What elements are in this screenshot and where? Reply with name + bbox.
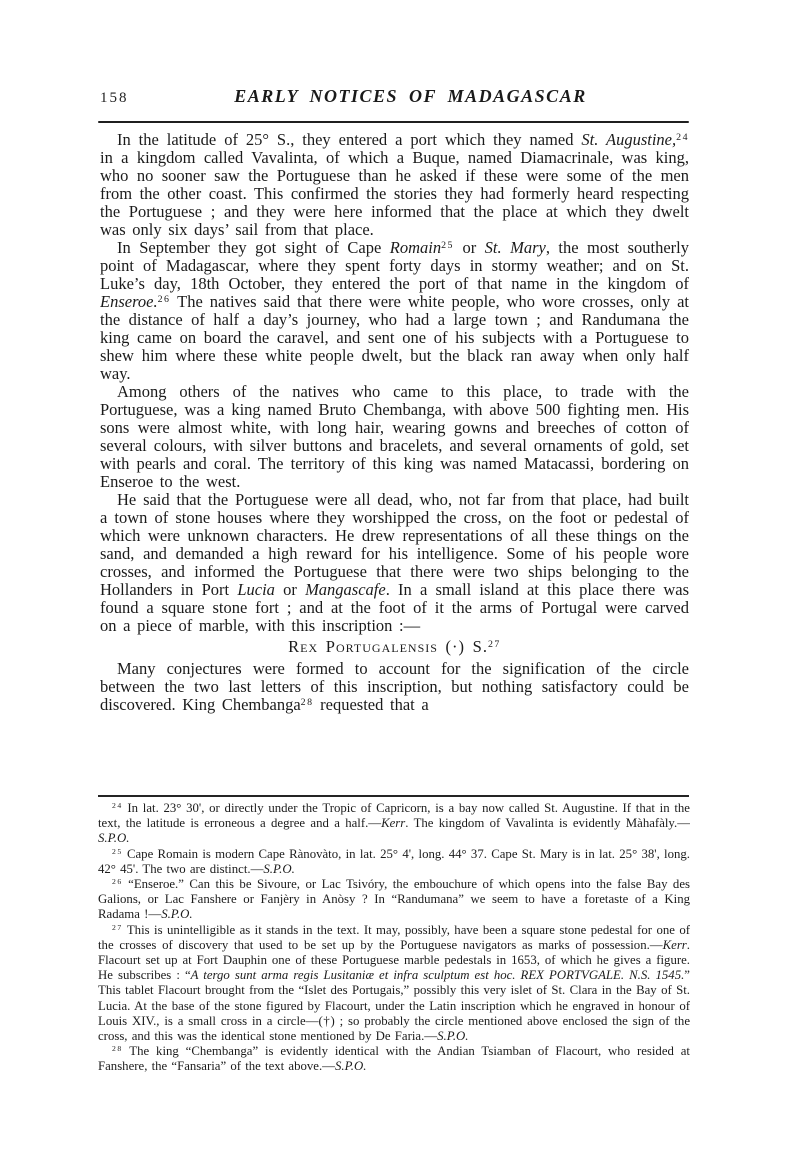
running-title: EARLY NOTICES OF MADAGASCAR xyxy=(234,86,587,106)
footnote-26 xyxy=(98,877,690,923)
text-segment: , the most southerly point of Madagascar, where they spent forty days in stormy weather; and on St. Luke’s day, 18th October, they entered the port of that name in the kingdom of xyxy=(100,238,689,293)
text-segment: Romain xyxy=(389,238,442,257)
footnote-25 xyxy=(98,847,690,877)
footnote-marker: 28 xyxy=(300,697,314,709)
inscription-line xyxy=(100,638,689,656)
text-segment: S.P.O. xyxy=(98,831,130,846)
text-segment: A tergo sunt arma regis Lusitaniæ et infra sculptum est hoc. REX PORTVGALE. N.S. 1545. xyxy=(190,968,685,983)
text-segment: S.P.O. xyxy=(437,1029,469,1044)
text-segment: or xyxy=(274,580,306,599)
text-segment: Enseroe. xyxy=(100,292,158,311)
footnote-marker: 25 xyxy=(441,240,454,252)
paragraph-bruto-chembanga xyxy=(100,383,689,491)
text-segment: The king “Chembanga” is evidently identical with the Andian Tsiamban of Flacourt, who resided at Fanshere, the “Fansaria” of the text above.— xyxy=(98,1044,690,1074)
footnote-27 xyxy=(98,923,690,1045)
footnote-28 xyxy=(98,1044,690,1074)
paragraph-portuguese-dead xyxy=(100,491,689,635)
text-segment: Lucia xyxy=(237,580,275,599)
text-segment: or xyxy=(453,238,485,257)
footnote-marker: 27 xyxy=(112,922,123,932)
footnote-marker: 24 xyxy=(112,801,123,811)
text-segment: Kerr xyxy=(662,937,687,952)
paragraph-cape-romain xyxy=(100,239,689,383)
footnote-marker: 26 xyxy=(112,877,123,887)
footnote-24 xyxy=(98,801,690,847)
text-segment: requested that a xyxy=(313,695,429,714)
text-segment: S.P.O. xyxy=(161,907,193,922)
text-segment: Mangascafe xyxy=(305,580,386,599)
running-head xyxy=(100,86,689,107)
text-segment: In the latitude of 25° S., they entered a port which they named xyxy=(117,131,582,149)
text-segment: S.P.O. xyxy=(263,861,295,876)
text-segment: ” This tablet Flacourt brought from the “Islet des Portugais,” possibly this very islet of St. Clara in the Bay of St. Lucia. At the base of the stone figured by Flacourt, under the Latin inscription which he engraved in honour of Louis XIV., is a small cross in a circle—(†) ; so probably the circle mentioned above enclosed the sign of the cross, and this was the identical stone mentioned by De Faria.— xyxy=(98,968,690,1044)
text-segment: St. Augustine, xyxy=(581,131,677,149)
text-segment: Among others of the natives who came to this place, to trade with the Portuguese, was a king named Bruto Chembanga, with above 500 fighting men. His sons were almost white, with long hair, wearing gowns and breeches of cotton of several colours, with silver buttons and bracelets, and several ornaments of gold, set with pearls and coral. The territory of this king was named Matacassi, bordering on Enseroe to the west. xyxy=(100,382,689,491)
paragraph-st-augustine xyxy=(100,131,689,239)
footnote-marker: 28 xyxy=(112,1044,123,1054)
footnote-marker: 27 xyxy=(487,639,501,651)
text-segment: This is unintelligible as it stands in the text. It may, possibly, have been a square stone pedestal for one of the crosses of discovery that used to be set up by the Portuguese navigators as marks of possession.— xyxy=(98,922,690,952)
text-segment: The natives said that there were white people, who wore crosses, only at the distance of half a day’s journey, who had a large town ; and Randumana the king came on board the caravel, and sent one of his subjects with a Portuguese to shew him where these white people dwelt, but the black ran away when only half way. xyxy=(100,292,689,383)
footnote-marker: 24 xyxy=(676,132,689,144)
footnote-marker: 25 xyxy=(112,846,123,856)
text-segment: In lat. 23° 30', or directly under the Tropic of Capricorn, is a bay now called St. Augustine. If that in the text, the latitude is erroneous a degree and a half.— xyxy=(98,801,690,831)
text-segment: . The kingdom of Vavalinta is evidently Màhafàly.— xyxy=(405,816,690,831)
footnote-rule xyxy=(98,795,689,797)
header-rule xyxy=(98,121,689,123)
text-segment: Cape Romain is modern Cape Rànovàto, in lat. 25° 4', long. 44° 37. Cape St. Mary is in lat. 25° 38', long. 42° 45'. The two are distinct.— xyxy=(98,846,690,876)
footnote-marker: 26 xyxy=(157,294,171,306)
text-segment: . In a small island at this place there was found a square stone fort ; and at the foot of it the arms of Portugal were carved on a piece of marble, with this inscription :— xyxy=(100,580,689,635)
main-text-block xyxy=(100,131,689,793)
text-segment: St. Mary xyxy=(484,238,546,257)
text-segment: Many conjectures were formed to account for the signification of the circle between the two last letters of this inscription, but nothing satisfactory could be discovered. King Chembanga xyxy=(100,659,689,714)
paragraph-conjectures xyxy=(100,660,689,714)
text-segment: in a kingdom called Vavalinta, of which a Buque, named Diamacrinale, was king, who no sooner saw the Portuguese than he asked if these were some of the men from the other coast. This confirmed the stories they had formerly heard respecting the Portuguese ; and they were here informed that the place at which they dwelt was only six days’ sail from that place. xyxy=(100,148,689,239)
text-segment: Kerr xyxy=(381,816,406,831)
text-segment: “Enseroe.” Can this be Sivoure, or Lac Tsivóry, the embouchure of which opens into the false Bay des Galions, or Lac Fanshere or Fanjèry in Anòsy ? In “Randumana” we seem to have a foretaste of a King Radama !— xyxy=(98,877,690,922)
page-number: 158 xyxy=(100,90,129,106)
text-segment: Rex Portugalensis (·) S. xyxy=(288,637,488,656)
text-segment: . Flacourt set up at Fort Dauphin one of these Portuguese marble pedestals in 1653, of which he gives a figure. He subscribes : “ xyxy=(98,937,690,983)
text-segment: He said that the Portuguese were all dead, who, not far from that place, had built a town of stone houses where they worshipped the cross, on the foot or pedestal of which were unknown characters. He drew representations of all these things on the sand, and demanded a high reward for his intelligence. Some of his people wore crosses, and informed the Portuguese that there were two ships belonging to the Hollanders in Port xyxy=(100,490,689,599)
footnotes-block xyxy=(98,801,690,1101)
text-segment: In September they got sight of Cape xyxy=(117,238,390,257)
text-segment: S.P.O. xyxy=(334,1059,367,1074)
